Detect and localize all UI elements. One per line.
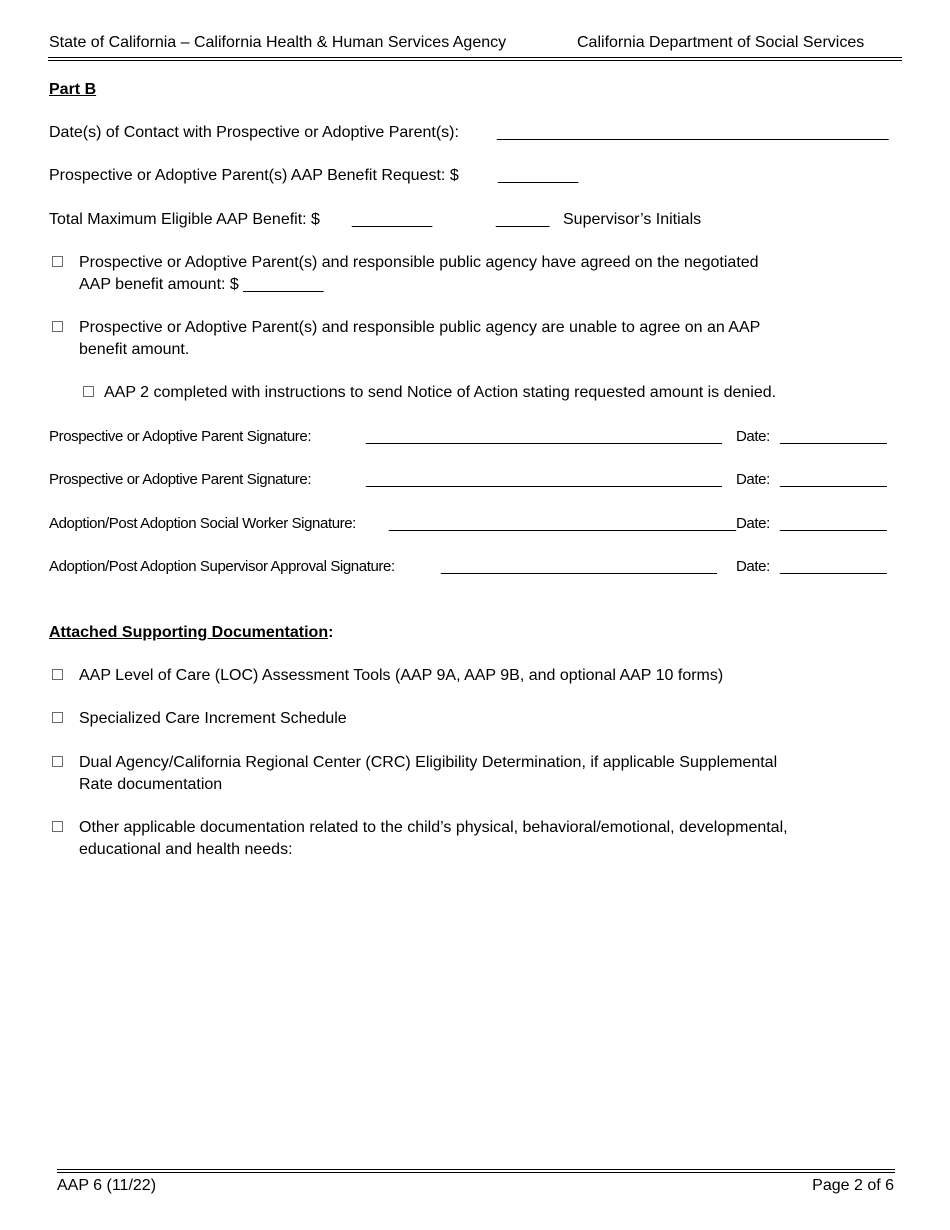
- dual-agency-line1: Dual Agency/California Regional Center (CRC) Eligibility Determination, if applicable Supplemental: [79, 754, 778, 771]
- signature-label: Prospective or Adoptive Parent Signature:: [49, 428, 312, 445]
- footer-rule-top: [57, 1169, 895, 1170]
- date-field[interactable]: ____________: [780, 558, 887, 575]
- header-rule-top: [48, 57, 902, 58]
- agreed-checkbox[interactable]: [52, 256, 63, 267]
- date-field[interactable]: ____________: [780, 471, 887, 488]
- date-label: Date:: [736, 558, 770, 575]
- unable-checkbox[interactable]: [52, 321, 63, 332]
- specialized-care-text: Specialized Care Increment Schedule: [79, 710, 347, 727]
- contact-dates-label: Date(s) of Contact with Prospective or Adoptive Parent(s):: [49, 124, 459, 141]
- signature-label: Prospective or Adoptive Parent Signature:: [49, 471, 312, 488]
- other-docs-line2: educational and health needs:: [79, 841, 293, 858]
- agreed-line1: Prospective or Adoptive Parent(s) and responsible public agency have agreed on the negotiated: [79, 254, 759, 271]
- signature-label: Adoption/Post Adoption Supervisor Approval Signature:: [49, 558, 395, 575]
- date-field[interactable]: ____________: [780, 428, 887, 445]
- supervisor-initials-field[interactable]: ______: [496, 211, 550, 228]
- footer-rule-bottom: [57, 1172, 895, 1173]
- header-agency: State of California – California Health & Human Services Agency: [49, 34, 507, 51]
- header-rule-bottom: [48, 60, 902, 61]
- supervisor-initials-label: Supervisor’s Initials: [563, 211, 702, 228]
- loc-tools-checkbox[interactable]: [52, 669, 63, 680]
- attachments-title-colon: :: [328, 624, 334, 641]
- date-field[interactable]: ____________: [780, 515, 887, 532]
- loc-tools-text: AAP Level of Care (LOC) Assessment Tools (AAP 9A, AAP 9B, and optional AAP 10 forms): [79, 667, 724, 684]
- form-id: AAP 6 (11/22): [57, 1177, 157, 1194]
- part-b-title: Part B: [49, 81, 97, 98]
- signature-field[interactable]: _______________________________: [441, 558, 717, 575]
- dual-agency-line2: Rate documentation: [79, 776, 223, 793]
- signature-label: Adoption/Post Adoption Social Worker Signature:: [49, 515, 356, 532]
- date-label: Date:: [736, 428, 770, 445]
- benefit-request-field[interactable]: _________: [498, 167, 579, 184]
- attachments-title-text: Attached Supporting Documentation: [49, 624, 329, 641]
- aap2-checkbox[interactable]: [83, 386, 94, 397]
- agreed-line2: AAP benefit amount: $ _________: [79, 276, 324, 293]
- attachments-title: [49, 622, 333, 644]
- unable-line2: benefit amount.: [79, 341, 190, 358]
- signature-field[interactable]: ________________________________________: [366, 471, 722, 488]
- page-number: Page 2 of 6: [812, 1177, 894, 1194]
- max-benefit-field[interactable]: _________: [352, 211, 433, 228]
- date-label: Date:: [736, 471, 770, 488]
- dual-agency-checkbox[interactable]: [52, 756, 63, 767]
- benefit-request-label: Prospective or Adoptive Parent(s) AAP Benefit Request: $: [49, 167, 459, 184]
- unable-line1: Prospective or Adoptive Parent(s) and responsible public agency are unable to agree on an AAP: [79, 319, 761, 336]
- aap2-text: AAP 2 completed with instructions to send Notice of Action stating requested amount is denied.: [104, 384, 777, 401]
- other-docs-checkbox[interactable]: [52, 821, 63, 832]
- date-label: Date:: [736, 515, 770, 532]
- header-department: California Department of Social Services: [577, 34, 865, 51]
- signature-field[interactable]: _______________________________________: [389, 515, 737, 532]
- other-docs-line1: Other applicable documentation related to the child’s physical, behavioral/emotional, developmental,: [79, 819, 788, 836]
- specialized-care-checkbox[interactable]: [52, 712, 63, 723]
- contact-dates-field[interactable]: ____________________________________________: [497, 124, 889, 141]
- signature-field[interactable]: ________________________________________: [366, 428, 722, 445]
- max-benefit-label: Total Maximum Eligible AAP Benefit: $: [49, 211, 320, 228]
